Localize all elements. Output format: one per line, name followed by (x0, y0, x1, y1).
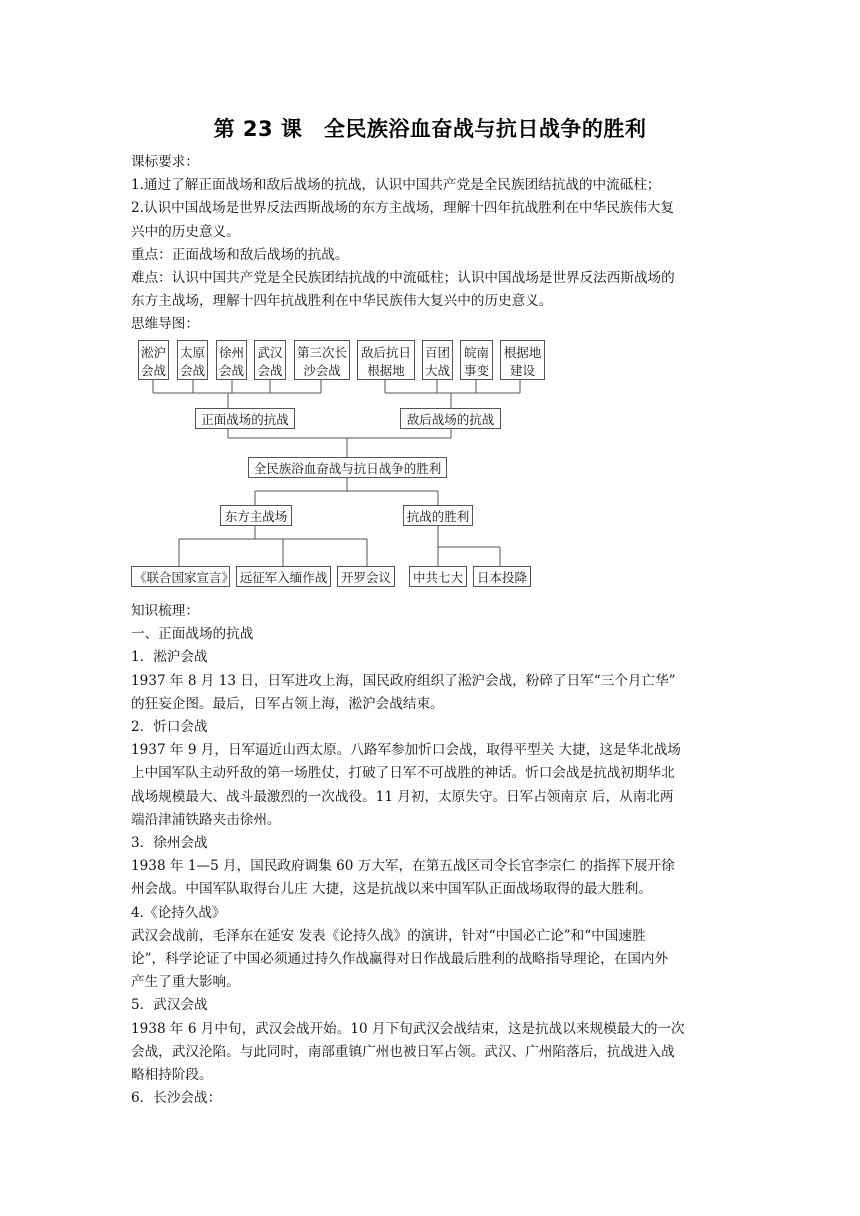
node-base-areas-line1: 敌后抗日 (360, 345, 411, 360)
knowledge-label: 知识梳理： (131, 603, 199, 619)
node-changsha-line2: 沙会战 (303, 363, 341, 378)
node-taiyuan-line1: 太原 (180, 345, 206, 360)
node-wannan (460, 340, 493, 380)
paragraph-songhu-line-1: 1937 年 8 月 13 日，日军进攻上海，国民政府组织了淞沪会战，粉碎了日军“三个月亡华” (131, 672, 676, 689)
node-burma-expedition: 远征军入缅作战 (236, 566, 331, 587)
node-seventh-congress: 中共七大 (409, 566, 467, 587)
node-un-declaration: 《联合国家宣言》 (131, 566, 230, 587)
node-changsha-line1: 第三次长 (297, 345, 348, 360)
paragraph-xinkou-line-1: 1937 年 9 月，日军逼近山西太原。八路军参加忻口会战，取得平型关 大捷，这是华北战场 (131, 742, 681, 759)
node-base-construction (500, 340, 545, 380)
mind-map (131, 333, 551, 593)
subheading-protracted-war: 4.《论持久战》 (131, 904, 226, 921)
node-rear-battlefield: 敌后战场的抗战 (400, 408, 501, 429)
node-front-battlefield: 正面战场的抗战 (195, 408, 295, 429)
difficulty-line-1: 难点：认识中国共产党是全民族团结抗战的中流砥柱；认识中国战场是世界反法西斯战场的 (131, 270, 675, 287)
header-section (131, 151, 734, 337)
node-victory: 抗战的胜利 (403, 505, 473, 526)
node-xuzhou (216, 340, 247, 380)
knowledge-section (131, 600, 734, 1110)
node-changsha (294, 340, 350, 380)
node-cairo-conference: 开罗会议 (337, 566, 395, 587)
node-taiyuan-line2: 会战 (180, 363, 206, 378)
paragraph-protracted-war-line-3: 产生了重大影响。 (131, 974, 240, 991)
node-wannan-line2: 事变 (463, 363, 489, 378)
node-xuzhou-line1: 徐州 (219, 345, 245, 360)
node-base-areas (357, 340, 415, 380)
section-heading-1: 一、正面战场的抗战 (131, 626, 254, 643)
node-wuhan-line2: 会战 (257, 363, 283, 378)
node-base-construction-line1: 根据地 (503, 345, 542, 360)
paragraph-protracted-war-line-1: 武汉会战前，毛泽东在延安 发表《论持久战》的演讲，针对“中国必亡论”和“中国速胜 (131, 927, 646, 944)
paragraph-protracted-war-line-2: 论”，科学论证了中国必须通过持久作战赢得对日作战最后胜利的战略指导理论，在国内外 (131, 951, 669, 968)
node-wuhan (254, 340, 286, 380)
requirements-label: 课标要求： (131, 154, 199, 170)
paragraph-wuhan-line-1: 1938 年 6 月中旬，武汉会战开始。10 月下旬武汉会战结束，这是抗战以来规模最大的一次 (131, 1020, 685, 1037)
difficulty-line-2: 东方主战场，理解十四年抗战胜利在中华民族伟大复兴中的历史意义。 (131, 293, 553, 310)
node-wannan-line1: 皖南 (463, 345, 489, 360)
requirement-1: 1.通过了解正面战场和敌后战场的抗战，认识中国共产党是全民族团结抗战的中流砥柱； (131, 177, 661, 194)
subheading-songhu: 1．淞沪会战 (131, 649, 208, 666)
paragraph-xinkou-line-2: 上中国军队主动歼敌的第一场胜仗，打破了日军不可战胜的神话。忻口会战是抗战初期华北 (131, 765, 675, 782)
node-base-construction-line2: 建设 (509, 363, 535, 378)
node-hundred-regiments (422, 340, 453, 380)
node-hundred-regiments-line2: 大战 (425, 363, 451, 378)
subheading-wuhan: 5．武汉会战 (131, 997, 208, 1014)
node-xuzhou-line2: 会战 (219, 363, 245, 378)
node-songhu-line2: 会战 (141, 363, 167, 378)
node-taiyuan (177, 340, 208, 380)
node-center-topic: 全民族浴血奋战与抗日战争的胜利 (248, 457, 447, 478)
node-songhu-line1: 淞沪 (141, 345, 167, 360)
node-hundred-regiments-line1: 百团 (425, 345, 451, 360)
node-wuhan-line1: 武汉 (257, 345, 283, 360)
paragraph-xinkou-line-3: 战场规模最大、战斗最激烈的一次战役。11 月初，太原失守。日军占领南京 后，从南北两 (131, 788, 674, 805)
paragraph-wuhan-line-2: 会战，武汉沦陷。与此同时，南部重镇广州也被日军占领。武汉、广州陷落后，抗战进入战 (131, 1043, 675, 1060)
mind-map-label: 思维导图： (131, 316, 199, 333)
node-eastern-battlefield: 东方主战场 (220, 505, 292, 526)
subheading-changsha: 6．长沙会战： (131, 1090, 222, 1107)
subheading-xinkou: 2．忻口会战 (131, 719, 208, 736)
paragraph-xinkou-line-4: 端沿津浦铁路夹击徐州。 (131, 811, 281, 828)
paragraph-wuhan-line-3: 略相持阶段。 (131, 1067, 213, 1084)
requirement-2-line-1: 2.认识中国战场是世界反法西斯战场的东方主战场，理解十四年抗战胜利在中华民族伟大复 (131, 200, 675, 217)
paragraph-xuzhou-line-2: 州会战。中国军队取得台儿庄 大捷，这是抗战以来中国军队正面战场取得的最大胜利。 (131, 881, 652, 898)
node-songhu (138, 340, 169, 380)
node-base-areas-line2: 根据地 (367, 363, 405, 378)
paragraph-songhu-line-2: 的狂妄企图。最后，日军占领上海，淞沪会战结束。 (131, 695, 444, 712)
subheading-xuzhou: 3．徐州会战 (131, 835, 208, 852)
node-japan-surrender: 日本投降 (473, 566, 531, 587)
paragraph-xuzhou-line-1: 1938 年 1—5 月，国民政府调集 60 万大军，在第五战区司令长官李宗仁 的指挥下展开徐 (131, 858, 675, 875)
requirement-2-line-2: 兴中的历史意义。 (131, 223, 240, 240)
key-point: 重点：正面战场和敌后战场的抗战。 (131, 246, 349, 263)
page-title: 第 23 课 全民族浴血奋战与抗日战争的胜利 (213, 117, 647, 141)
